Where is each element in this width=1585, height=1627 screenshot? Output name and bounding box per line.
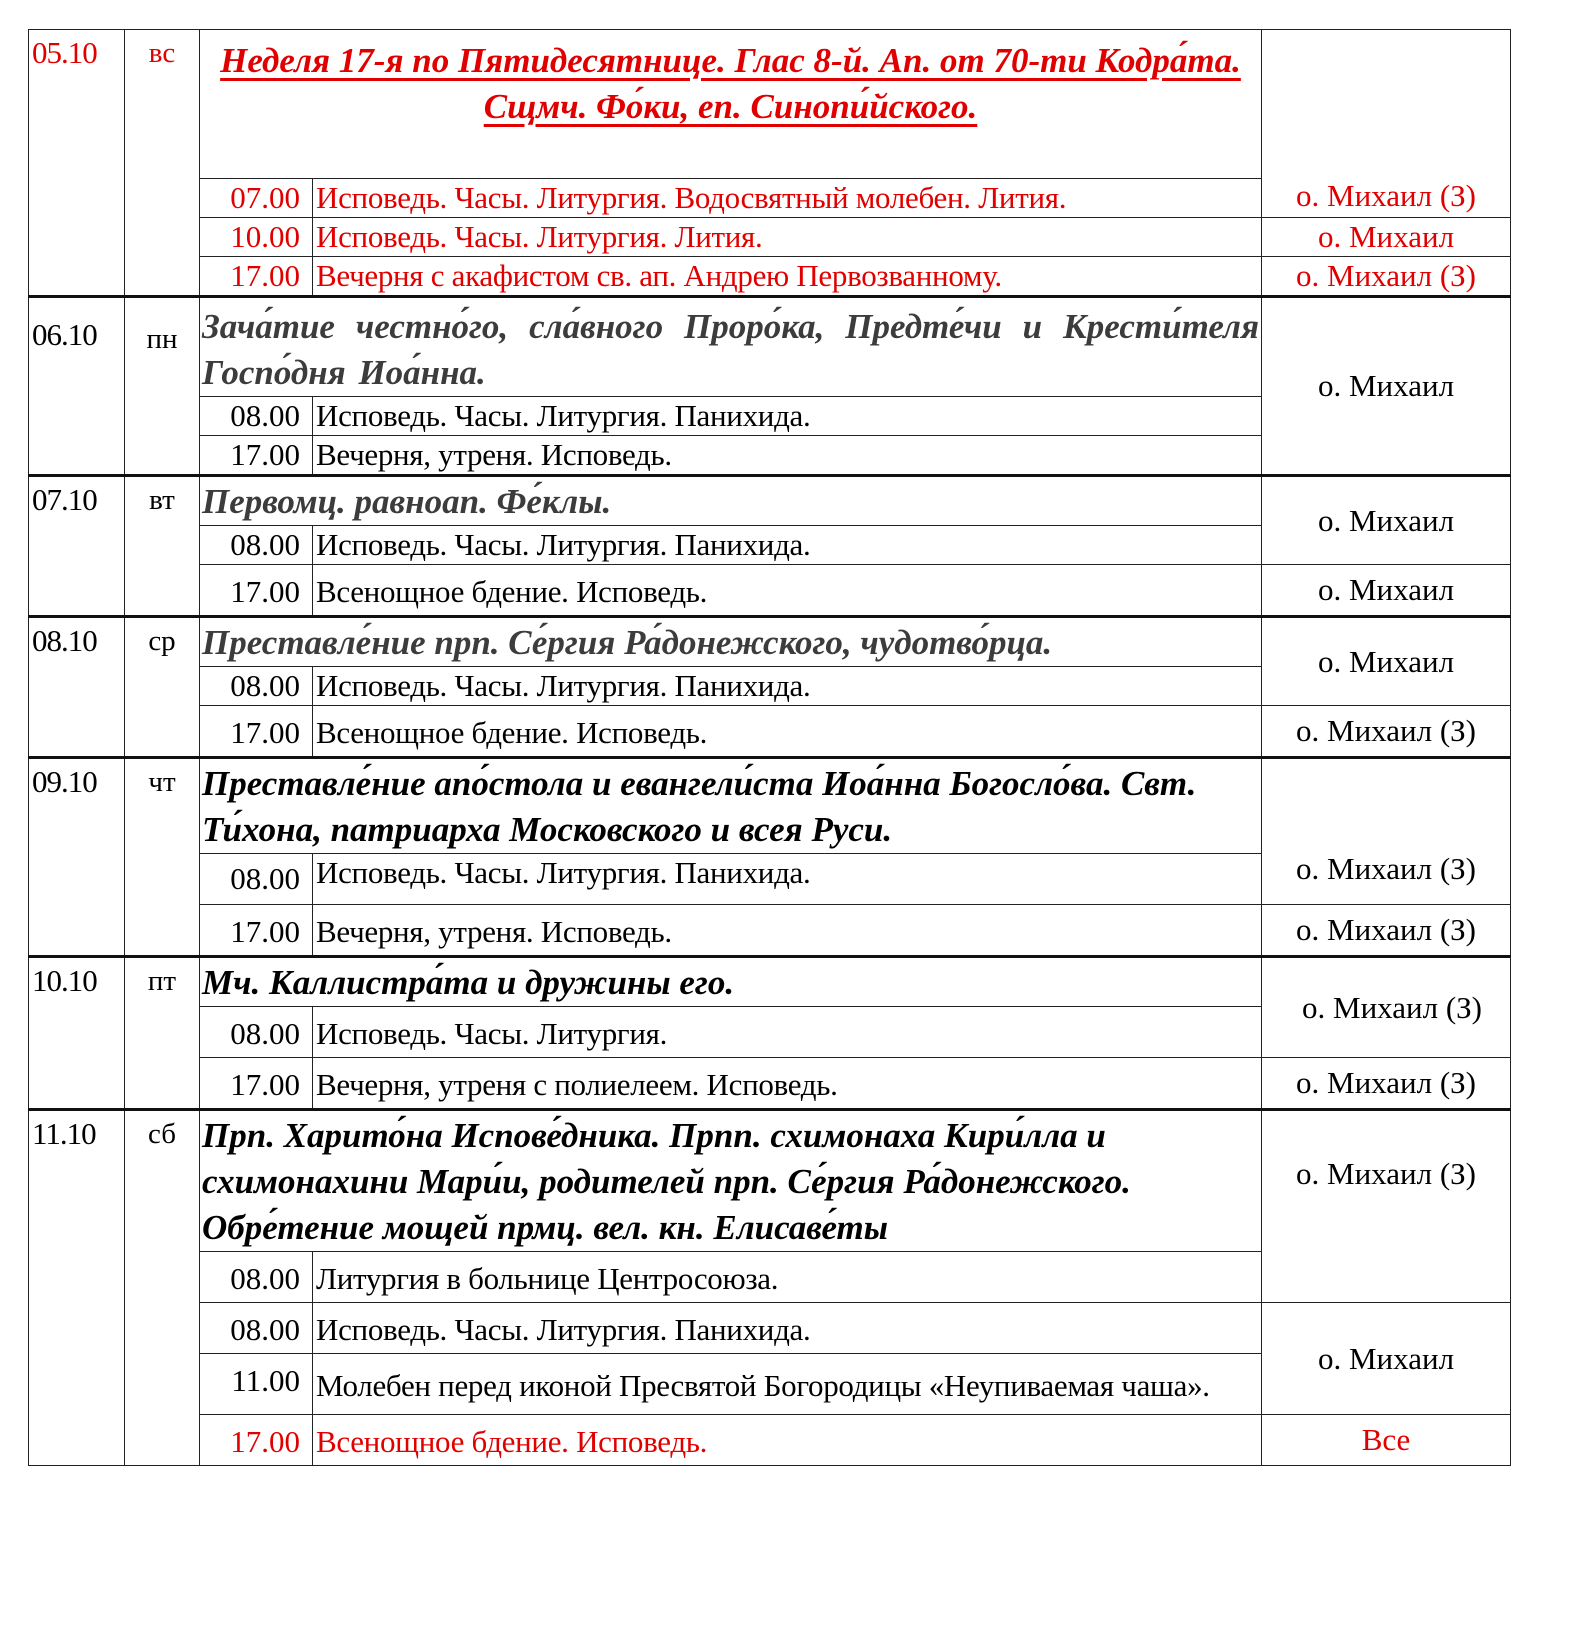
service-text: Исповедь. Часы. Литургия. Водосвятный молебен. Лития.	[313, 179, 1262, 218]
date-cell: 09.10	[29, 758, 125, 957]
service-text: Литургия в больнице Центросоюза.	[313, 1252, 1262, 1303]
date-cell: 07.10	[29, 476, 125, 617]
service-time: 17.00	[200, 436, 313, 476]
service-time: 17.00	[200, 1058, 313, 1110]
service-time: 08.00	[200, 667, 313, 706]
service-row	[29, 1415, 1511, 1466]
priest-cell: о. Михаил (З)	[1262, 1110, 1511, 1303]
weekday-cell: сб	[125, 1110, 200, 1466]
priest-cell: о. Михаил (З)	[1262, 706, 1511, 758]
service-time: 10.00	[200, 218, 313, 257]
service-text: Исповедь. Часы. Литургия. Панихида.	[313, 526, 1262, 565]
service-text: Вечерня, утреня. Исповедь.	[313, 436, 1262, 476]
service-text: Исповедь. Часы. Литургия. Панихида.	[313, 854, 1262, 905]
date-cell: 05.10	[29, 30, 125, 297]
service-time: 08.00	[200, 854, 313, 905]
day-row-0710	[29, 476, 1511, 526]
feast-title: Неделя 17-я по Пятидесятнице. Глас 8-й. Ап. от 70-ти Кодра́та. Сщмч. Фо́ки, еп. Синопи́йского.	[200, 30, 1262, 179]
service-text: Всенощное бдение. Исповедь.	[313, 565, 1262, 617]
service-row	[29, 1303, 1511, 1354]
service-row	[29, 218, 1511, 257]
day-row-1010	[29, 957, 1511, 1007]
date-cell: 11.10	[29, 1110, 125, 1466]
weekday-cell: пт	[125, 957, 200, 1110]
priest-cell: о. Михаил	[1262, 297, 1511, 476]
service-text: Вечерня с акафистом св. ап. Андрею Первозванному.	[313, 257, 1262, 297]
service-time: 07.00	[200, 179, 313, 218]
service-text: Исповедь. Часы. Литургия. Панихида.	[313, 667, 1262, 706]
weekday-cell: вс	[125, 30, 200, 297]
service-time: 17.00	[200, 905, 313, 957]
date-cell: 06.10	[29, 297, 125, 476]
service-time: 08.00	[200, 397, 313, 436]
weekday-cell: вт	[125, 476, 200, 617]
feast-title: Преставле́ние прп. Се́ргия Ра́донежского, чудотво́рца.	[200, 617, 1262, 667]
day-row-0610	[29, 297, 1511, 397]
weekday-cell: ср	[125, 617, 200, 758]
service-time: 17.00	[200, 565, 313, 617]
feast-title: Мч. Каллистра́та и дружины его.	[200, 957, 1262, 1007]
service-time: 08.00	[200, 526, 313, 565]
priest-cell: о. Михаил	[1262, 476, 1511, 565]
day-row-1110	[29, 1110, 1511, 1252]
schedule-table	[28, 29, 1511, 1466]
service-text: Всенощное бдение. Исповедь.	[313, 706, 1262, 758]
service-row	[29, 1058, 1511, 1110]
service-time: 08.00	[200, 1007, 313, 1058]
service-text: Вечерня, утреня с полиелеем. Исповедь.	[313, 1058, 1262, 1110]
service-row	[29, 257, 1511, 297]
weekday-cell: чт	[125, 758, 200, 957]
service-row	[29, 565, 1511, 617]
feast-title: Зача́тие честно́го, сла́вного Проро́ка, Предте́чи и Крести́теля Госпо́дня Иоа́нна.	[200, 297, 1262, 397]
feast-title: Преставле́ние апо́стола и евангели́ста Иоа́нна Богосло́ва. Свт. Ти́хона, патриарха Московского и всея Руси.	[200, 758, 1262, 854]
day-row-0510	[29, 30, 1511, 179]
priest-cell: о. Михаил (З)	[1262, 1058, 1511, 1110]
priest-cell: о. Михаил	[1262, 1303, 1511, 1415]
date-cell: 10.10	[29, 957, 125, 1110]
feast-title: Первомц. равноап. Фе́клы.	[200, 476, 1262, 526]
service-text: Исповедь. Часы. Литургия.	[313, 1007, 1262, 1058]
date-cell: 08.10	[29, 617, 125, 758]
service-row	[29, 905, 1511, 957]
service-text: Всенощное бдение. Исповедь.	[313, 1415, 1262, 1466]
priest-cell: о. Михаил (З)	[1262, 957, 1511, 1058]
service-text: Исповедь. Часы. Литургия. Панихида.	[313, 397, 1262, 436]
weekday-cell: пн	[125, 297, 200, 476]
service-row	[29, 706, 1511, 758]
day-row-0910	[29, 758, 1511, 854]
priest-cell: о. Михаил (З)	[1262, 257, 1511, 297]
priest-cell: Все	[1262, 1415, 1511, 1466]
service-text: Исповедь. Часы. Литургия. Панихида.	[313, 1303, 1262, 1354]
priest-cell: о. Михаил (З)	[1262, 905, 1511, 957]
service-time: 17.00	[200, 706, 313, 758]
day-row-0810	[29, 617, 1511, 667]
service-text: Исповедь. Часы. Литургия. Лития.	[313, 218, 1262, 257]
priest-cell: о. Михаил	[1262, 617, 1511, 706]
priest-cell: о. Михаил (З)	[1262, 758, 1511, 905]
priest-cell: о. Михаил (З)	[1262, 30, 1511, 218]
priest-cell: о. Михаил	[1262, 565, 1511, 617]
priest-cell: о. Михаил	[1262, 218, 1511, 257]
service-text: Вечерня, утреня. Исповедь.	[313, 905, 1262, 957]
service-time: 17.00	[200, 1415, 313, 1466]
service-time: 08.00	[200, 1252, 313, 1303]
feast-title: Прп. Харито́на Испове́дника. Прпп. схимонаха Кири́лла и схимонахини Мари́и, родителей прп. Се́ргия Ра́донежского. Обре́тение мощей прмц. вел. кн. Елисаве́ты	[200, 1110, 1262, 1252]
service-text: Молебен перед иконой Пресвятой Богородицы «Неупиваемая чаша».	[313, 1354, 1262, 1415]
service-time: 11.00	[200, 1354, 313, 1415]
service-time: 17.00	[200, 257, 313, 297]
service-time: 08.00	[200, 1303, 313, 1354]
